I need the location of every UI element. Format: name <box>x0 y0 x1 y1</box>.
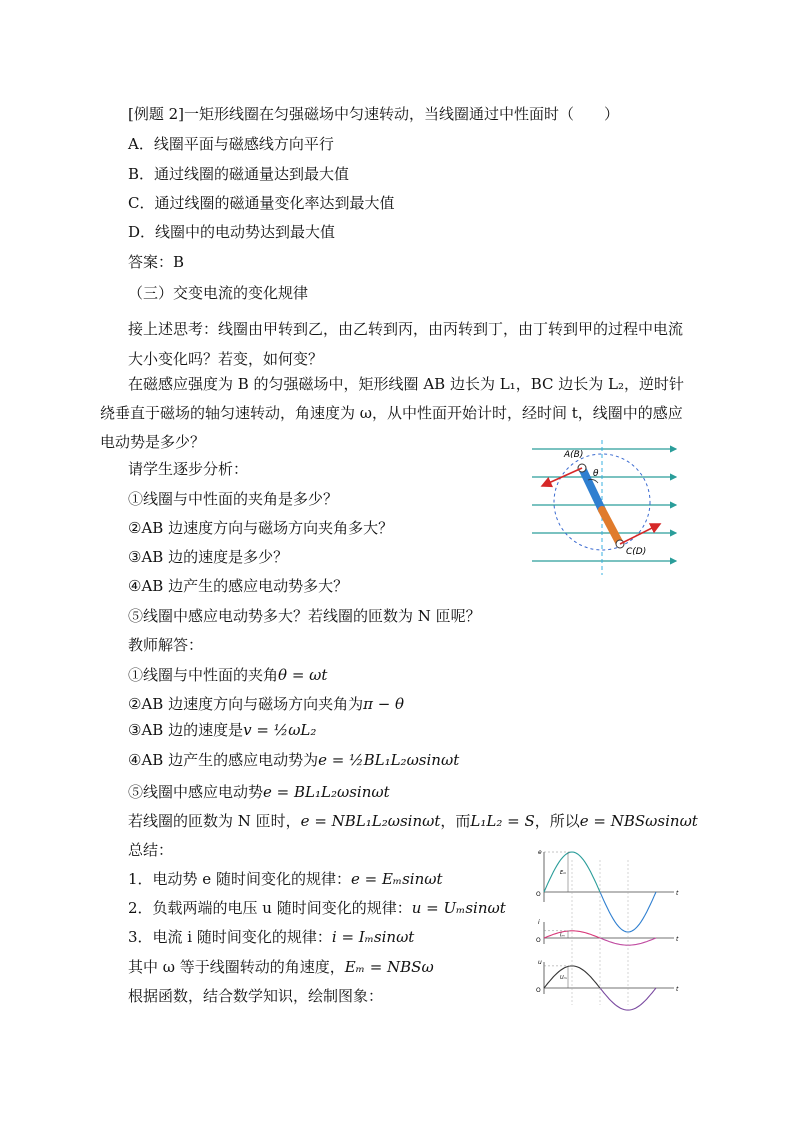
option-d: D．线圈中的电动势达到最大值 <box>128 223 336 241</box>
option-a: A．线圈平面与磁感线方向平行 <box>128 135 334 153</box>
rule-2-math: u = Uₘsinωt <box>411 899 506 917</box>
option-c: C．通过线圈的磁通量变化率达到最大值 <box>128 194 395 212</box>
answer-2-math: π − θ <box>363 695 405 713</box>
n-turns-text-2: ，而 <box>440 812 471 830</box>
amplitude-label-e: Eₘ <box>560 870 567 876</box>
label-theta: θ <box>593 469 599 479</box>
n-turns-line <box>128 811 698 831</box>
answer-5 <box>128 782 390 802</box>
label-c-d: C(D) <box>626 547 647 557</box>
n-turns-math-3: e = NBSωsinωt <box>579 812 698 830</box>
answer-3-text: ③AB 边的速度是 <box>128 721 244 739</box>
y-label-i: i <box>538 919 540 926</box>
summary-title: 总结： <box>128 841 174 859</box>
rule-1-text: 1．电动势 e 随时间变化的规律： <box>128 870 351 888</box>
paragraph-1 <box>128 314 684 374</box>
question-5: ⑤线圈中感应电动势多大？若线圈的匝数为 N 匝呢？ <box>128 607 481 625</box>
label-a-b: A(B) <box>564 450 584 460</box>
answer-1 <box>128 665 327 685</box>
rule-2 <box>128 898 506 918</box>
amplitude-label-u: Uₘ <box>560 974 567 981</box>
answer-3 <box>128 720 316 740</box>
origin-label-u: O <box>536 987 541 994</box>
velocity-arrow-bottom <box>620 524 660 544</box>
amplitude-label-i: Iₘ <box>560 932 565 939</box>
question-1: ①线圈与中性面的夹角是多少？ <box>128 490 339 508</box>
x-label-u: t <box>676 986 679 993</box>
coil-figure <box>530 440 680 580</box>
omega-definition-text: 其中 ω 等于线圈转动的角速度， <box>128 958 345 976</box>
section-title: （三）交变电流的变化规律 <box>128 284 309 302</box>
rule-2-text: 2．负载两端的电压 u 随时间变化的规律： <box>128 899 412 917</box>
analysis-intro: 请学生逐步分析： <box>128 460 249 478</box>
n-turns-math-2: L₁L₂ = S <box>470 812 535 830</box>
n-turns-math-1: e = NBL₁L₂ωsinωt <box>300 812 441 830</box>
question-2: ②AB 边速度方向与磁场方向夹角多大？ <box>128 519 394 537</box>
coil-segment-blue <box>582 468 602 510</box>
answer-5-math: e = BL₁L₂ωsinωt <box>263 783 390 801</box>
origin-label-i: O <box>536 937 541 944</box>
rule-1-math: e = Eₘsinωt <box>350 870 443 888</box>
sine-graphs <box>532 840 682 1012</box>
answer-4 <box>128 750 459 770</box>
rule-1 <box>128 869 443 889</box>
rule-3-math: i = Iₘsinωt <box>331 928 415 946</box>
answer-3-math: v = ½ωL₂ <box>243 721 317 739</box>
paragraph-2: 在磁感应强度为 B 的匀强磁场中，矩形线圈 AB 边长为 L₁，BC 边长为 L₂，逆时针绕垂直于磁场的轴匀速转动，角速度为 ω，从中性面开始计时，经时间 t，线圈中的感应电动势是多少？ <box>100 375 684 451</box>
y-label-e: e <box>538 849 542 856</box>
question-4: ④AB 边产生的感应电动势多大？ <box>128 577 349 595</box>
answer-2 <box>128 694 404 714</box>
x-label-i: t <box>676 936 679 943</box>
sine-negative-u <box>600 988 656 1010</box>
answer-5-text: ⑤线圈中感应电动势 <box>128 783 264 801</box>
answer-1-text: ①线圈与中性面的夹角 <box>128 666 279 684</box>
omega-definition-math: Eₘ = NBSω <box>344 958 434 976</box>
rule-3 <box>128 927 414 947</box>
n-turns-text-3: ，所以 <box>534 812 580 830</box>
y-label-u: u <box>538 959 542 966</box>
rule-3-text: 3．电流 i 随时间变化的规律： <box>128 928 332 946</box>
answer-2-text: ②AB 边速度方向与磁场方向夹角为 <box>128 695 364 713</box>
omega-definition <box>128 957 434 977</box>
teacher-intro: 教师解答： <box>128 636 204 654</box>
closing-line: 根据函数，结合数学知识，绘制图象： <box>128 987 384 1005</box>
paragraph-1-text: 接上述思考：线圈由甲转到乙，由乙转到丙，由丙转到丁，由丁转到甲的过程中电流大小变化吗？若变，如何变？ <box>128 320 684 368</box>
n-turns-text-1: 若线圈的匝数为 N 匝时， <box>128 812 301 830</box>
origin-label-e: O <box>536 891 541 898</box>
question-3: ③AB 边的速度是多少？ <box>128 548 289 566</box>
example-question: [例题 2]一矩形线圈在匀强磁场中匀速转动，当线圈通过中性面时（ ） <box>128 105 620 123</box>
answer-4-text: ④AB 边产生的感应电动势为 <box>128 751 319 769</box>
coil-segment-orange <box>602 510 620 544</box>
x-label-e: t <box>676 890 679 897</box>
answer-1-math: θ = ωt <box>278 666 328 684</box>
answer-4-math: e = ½BL₁L₂ωsinωt <box>318 751 460 769</box>
option-b: B．通过线圈的磁通量达到最大值 <box>128 165 350 183</box>
answer-text: 答案：B <box>128 253 185 271</box>
